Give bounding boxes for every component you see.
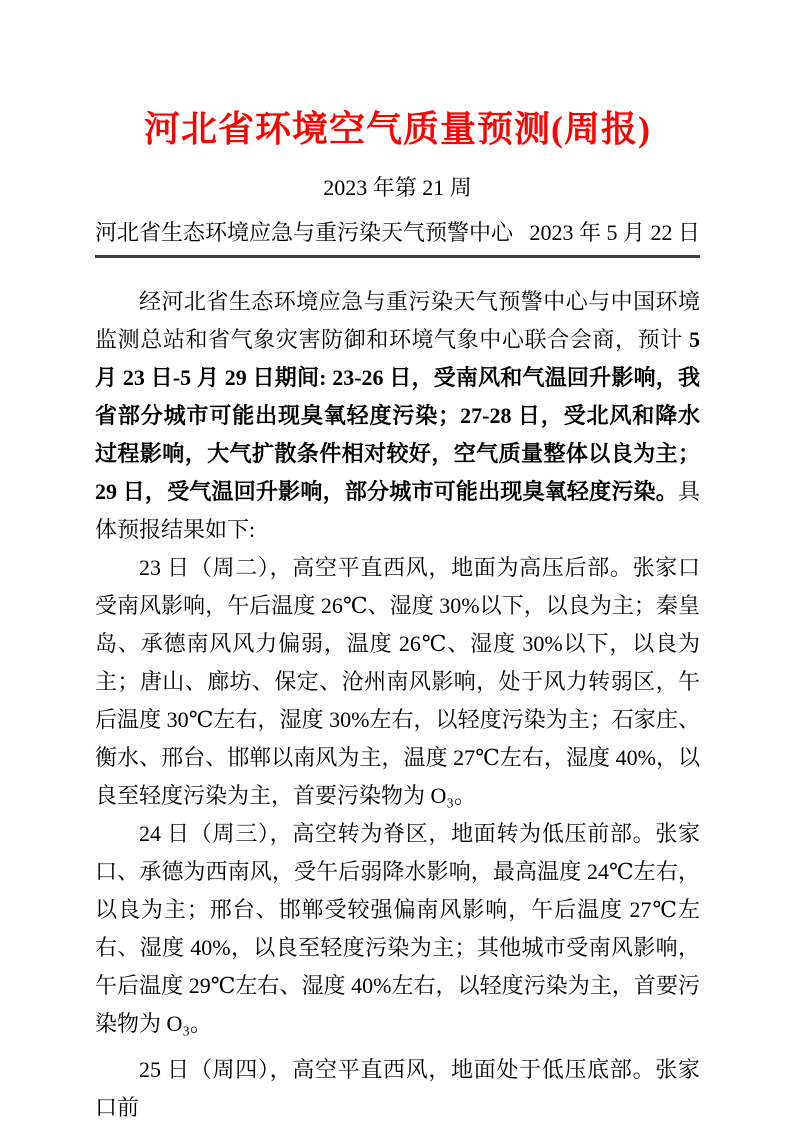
summary-emphasis-text: 5 月 23 日-5 月 29 日期间: 23-26 日，受南风和气温回升影响，我省部分城市可能出现臭氧轻度污染；27-28 日，受北风和降水过程影响，大气扩散条件相对较好，空气质量整体以良为主；29 日，受气温回升影响，部分城市可能出现臭氧轻度污染。 <box>95 327 700 504</box>
summary-tail-text: 具体预报结果如下: <box>95 479 700 542</box>
page-title: 河北省环境空气质量预测(周报) <box>144 109 651 149</box>
issuer-row <box>95 218 700 248</box>
issue-week: 2023 年第 21 周 <box>323 175 472 200</box>
summary-lead-text: 经河北省生态环境应急与重污染天气预警中心与中国环境监测总站和省气象灾害防御和环境气象中心联合会商，预计 <box>95 289 700 352</box>
paragraph-forecast-summary <box>95 283 700 549</box>
issue-date: 2023 年 5 月 22 日 <box>529 220 700 245</box>
paragraph-day25-forecast: 25 日（周四），高空平直西风，地面处于低压底部。张家口前 <box>95 1057 700 1120</box>
document-body <box>95 283 700 1122</box>
header-divider <box>95 255 700 258</box>
paragraph-day23-forecast: 23 日（周二），高空平直西风，地面为高压后部。张家口受南风影响，午后温度 26℃、湿度 30%以下，以良为主；秦皇岛、承德南风风力偏弱，温度 26℃、湿度 30%以下，以良为主；唐山、廊坊、保定、沧州南风影响，处于风力转弱区，午后温度 30℃左右，湿度 30%左右，以轻度污染为主；石家庄、衡水、邢台、邯郸以南风为主，温度 27℃左右，湿度 40%，以良至轻度污染为主，首要污染物为 O₃。 <box>95 555 700 808</box>
issuer-name: 河北省生态环境应急与重污染天气预警中心 <box>95 220 514 245</box>
paragraph-day24-forecast: 24 日（周三），高空转为脊区，地面转为低压前部。张家口、承德为西南风，受午后弱降水影响，最高温度 24℃左右，以良为主；邢台、邯郸受较强偏南风影响，午后温度 27℃左右、湿度 40%，以良至轻度污染为主；其他城市受南风影响，午后温度 29℃左右、湿度 40%左右，以轻度污染为主，首要污染物为 O₃。 <box>95 821 700 1036</box>
